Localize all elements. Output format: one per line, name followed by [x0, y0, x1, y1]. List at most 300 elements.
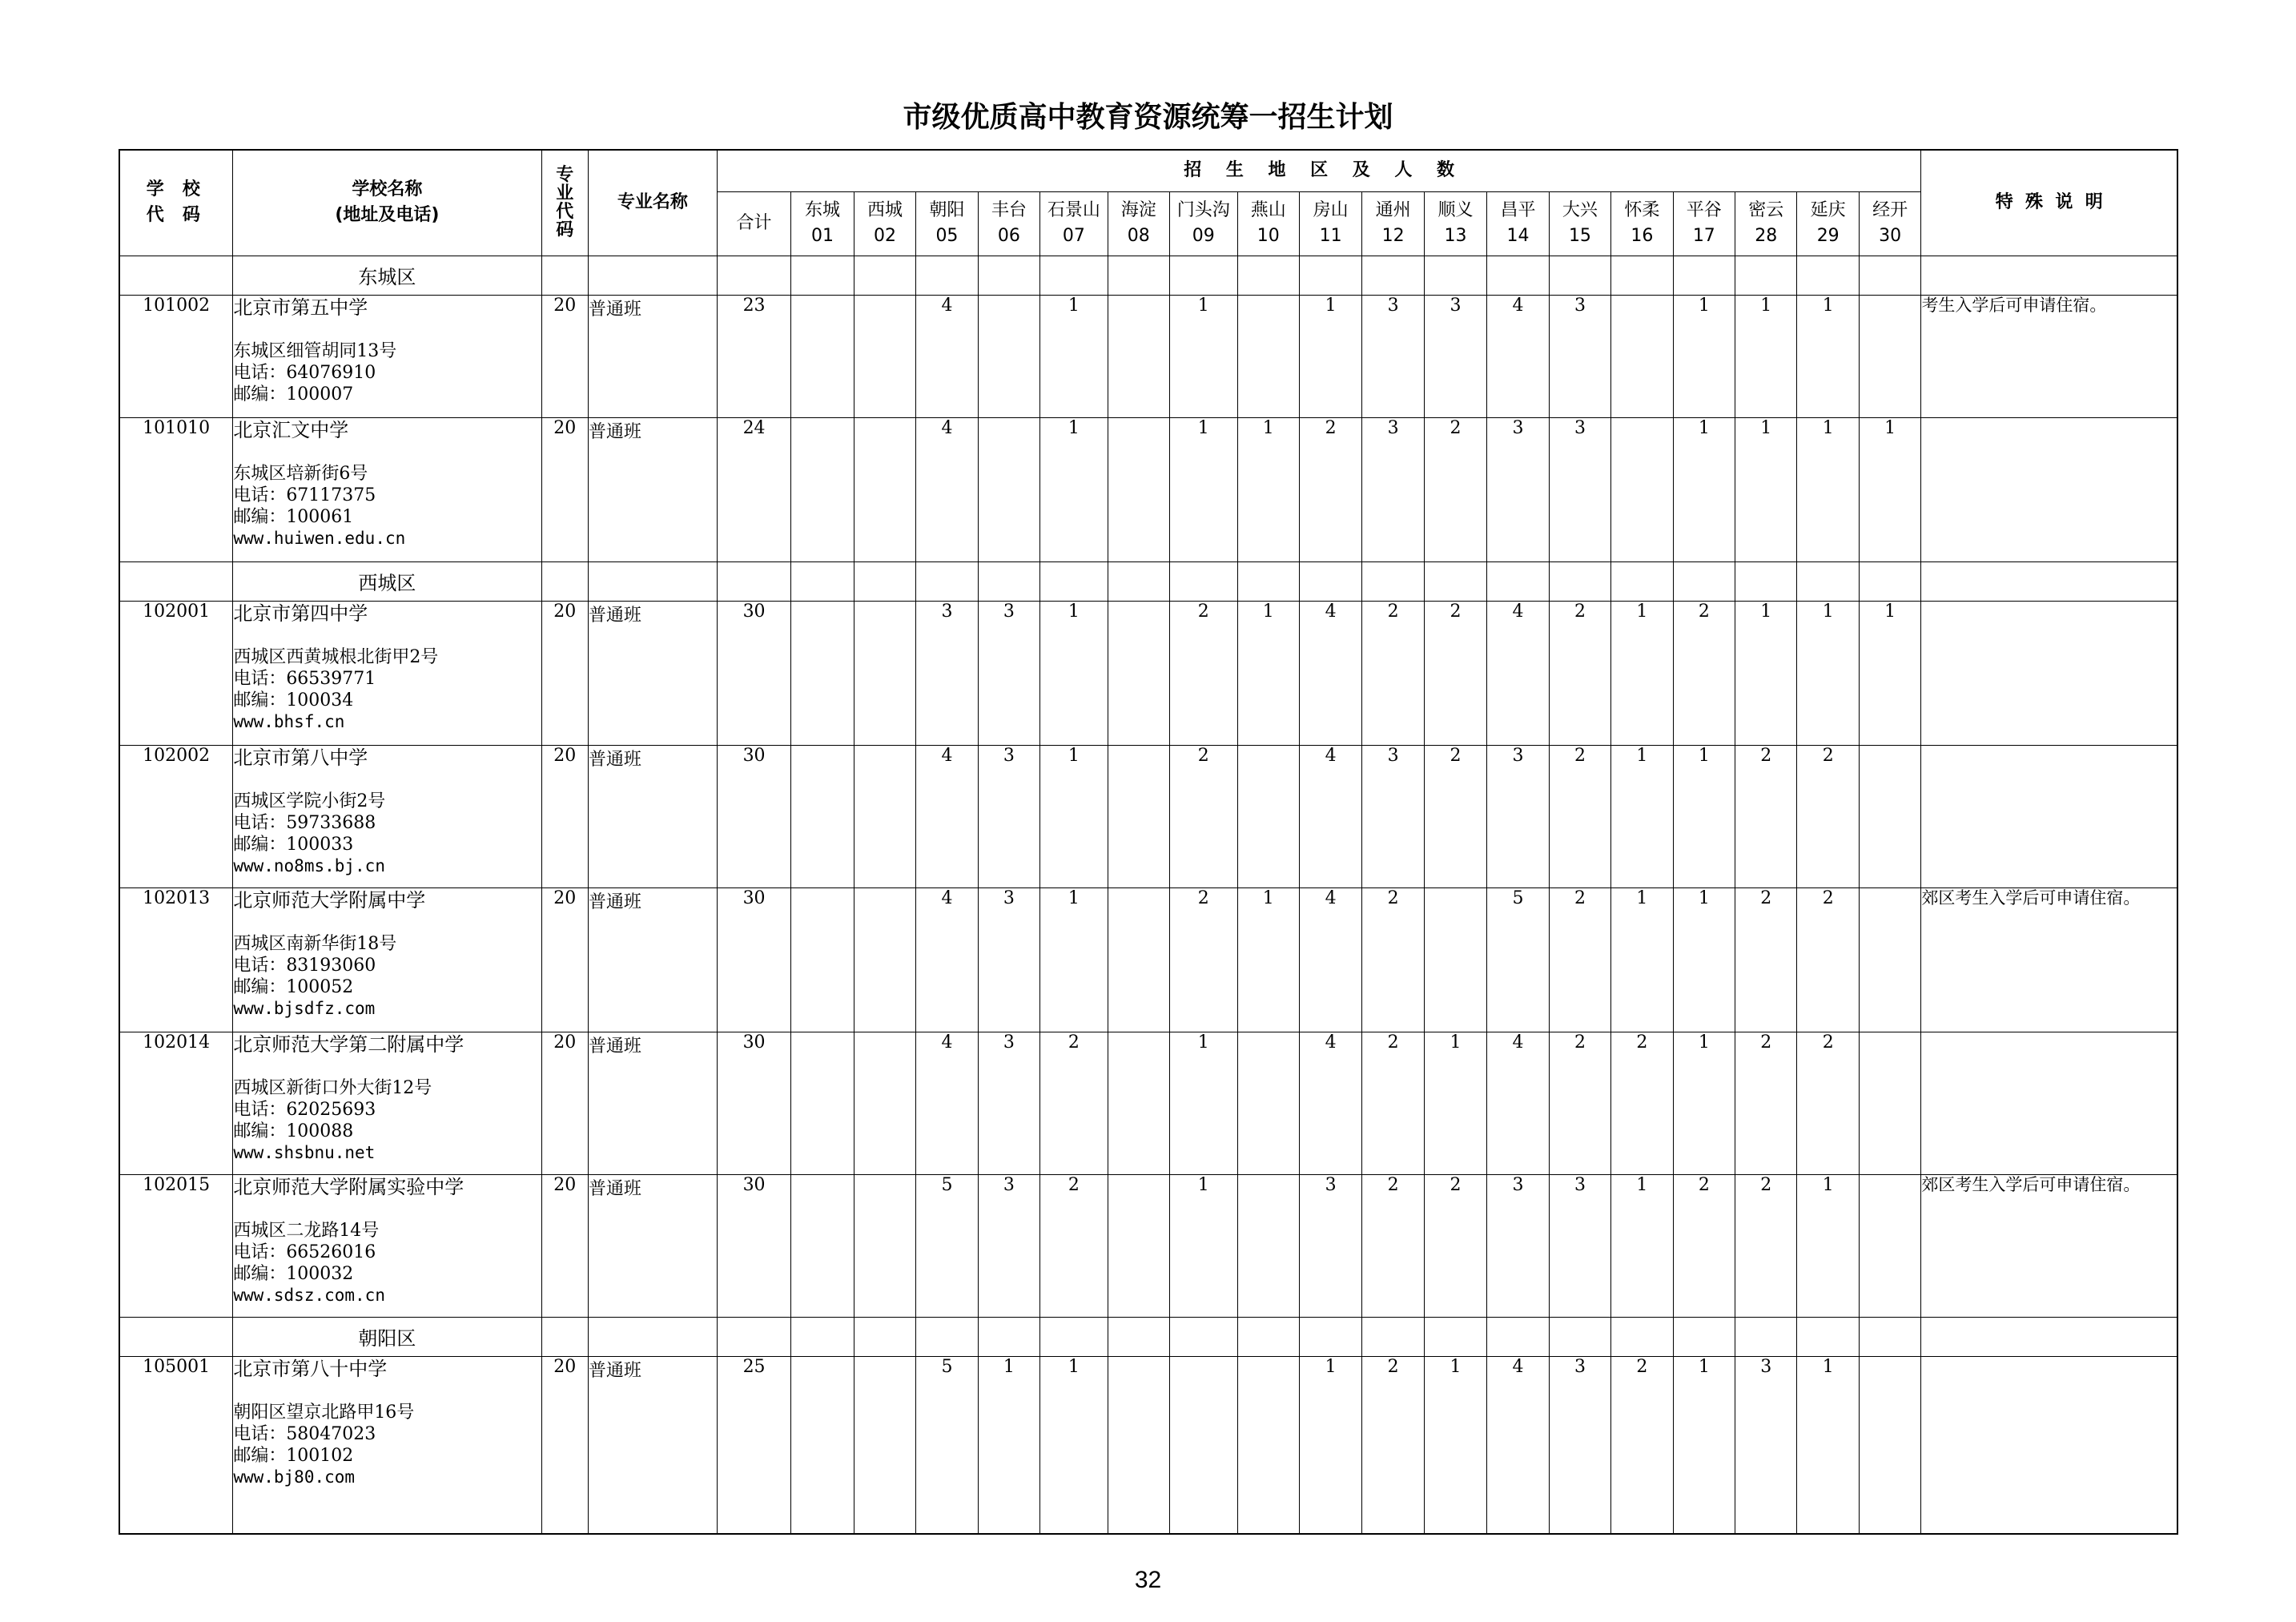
empty-cell [916, 561, 978, 601]
empty-cell [1040, 1317, 1108, 1356]
count-09: 2 [1170, 601, 1237, 745]
header-region-30 [1859, 191, 1921, 256]
header-label: 码 [556, 220, 574, 241]
count-16: 2 [1611, 1356, 1673, 1534]
count-13: 2 [1424, 745, 1486, 887]
empty-cell [119, 1317, 233, 1356]
school-postal-code: 邮编：100102 [233, 1445, 354, 1466]
count-10: 1 [1237, 887, 1299, 1032]
empty-cell [1170, 256, 1237, 295]
count-29: 2 [1797, 1032, 1859, 1174]
count-10 [1237, 745, 1299, 887]
empty-cell [1611, 561, 1673, 601]
empty-cell [1673, 1317, 1735, 1356]
count-12: 3 [1362, 745, 1424, 887]
count-01 [791, 1356, 854, 1534]
empty-cell [1237, 1317, 1299, 1356]
empty-cell [1424, 561, 1486, 601]
special-note: 郊区考生入学后可申请住宿。 [1921, 887, 2177, 1032]
empty-cell [1797, 1317, 1859, 1356]
empty-cell [1549, 256, 1610, 295]
empty-cell [791, 1317, 854, 1356]
header-major-code [541, 150, 588, 256]
region-code: 16 [1631, 226, 1654, 246]
school-postal-code: 邮编：100061 [233, 506, 354, 527]
major-name: 普通班 [588, 1174, 717, 1317]
special-note [1921, 601, 2177, 745]
header-label: 专 [556, 165, 574, 186]
district-row [119, 561, 2177, 601]
count-30: 1 [1859, 417, 1921, 561]
count-11: 4 [1299, 1032, 1361, 1174]
school-website: www.bhsf.cn [233, 711, 345, 731]
count-30 [1859, 1174, 1921, 1317]
count-02 [854, 1032, 915, 1174]
region-code: 06 [997, 226, 1020, 246]
count-08 [1108, 745, 1169, 887]
school-website: www.bjsdfz.com [233, 998, 376, 1018]
count-14: 4 [1487, 295, 1549, 417]
school-phone: 电话：67117375 [233, 485, 376, 505]
header-major-name: 专业名称 [588, 150, 717, 256]
school-info [233, 887, 541, 1032]
count-07: 1 [1040, 887, 1108, 1032]
count-29: 2 [1797, 745, 1859, 887]
count-02 [854, 887, 915, 1032]
header-region-10 [1237, 191, 1299, 256]
school-phone: 电话：59733688 [233, 812, 376, 833]
school-row [119, 417, 2177, 561]
school-row [119, 295, 2177, 417]
count-07: 1 [1040, 1356, 1108, 1534]
count-01 [791, 1032, 854, 1174]
empty-cell [916, 256, 978, 295]
count-05: 4 [916, 295, 978, 417]
count-10 [1237, 295, 1299, 417]
empty-cell [1859, 561, 1921, 601]
school-website: www.huiwen.edu.cn [233, 528, 406, 548]
region-name: 经开 [1872, 200, 1908, 221]
school-info [233, 1032, 541, 1174]
school-address: 西城区西黄城根北街甲2号 [233, 646, 439, 667]
empty-cell [1611, 256, 1673, 295]
count-11: 4 [1299, 601, 1361, 745]
empty-cell [717, 256, 791, 295]
count-12: 2 [1362, 887, 1424, 1032]
count-29: 1 [1797, 1174, 1859, 1317]
school-row [119, 601, 2177, 745]
count-12: 3 [1362, 295, 1424, 417]
empty-cell [1108, 561, 1169, 601]
count-30 [1859, 295, 1921, 417]
count-17: 1 [1673, 887, 1735, 1032]
count-29: 1 [1797, 417, 1859, 561]
major-code: 20 [541, 601, 588, 745]
region-code: 13 [1444, 226, 1467, 246]
region-code: 17 [1692, 226, 1715, 246]
school-name: 北京市第八十中学 [233, 1357, 388, 1380]
major-code: 20 [541, 745, 588, 887]
region-code: 01 [811, 226, 834, 246]
count-30 [1859, 1356, 1921, 1534]
header-region-06 [978, 191, 1039, 256]
header-region-07 [1040, 191, 1108, 256]
empty-cell [1362, 256, 1424, 295]
count-09: 1 [1170, 417, 1237, 561]
special-note [1921, 1032, 2177, 1174]
page-number: 32 [1134, 1567, 1162, 1593]
count-12: 2 [1362, 601, 1424, 745]
region-name: 顺义 [1438, 200, 1474, 221]
empty-cell [1859, 256, 1921, 295]
count-05: 4 [916, 417, 978, 561]
count-14: 3 [1487, 1174, 1549, 1317]
region-code: 28 [1755, 226, 1778, 246]
school-postal-code: 邮编：100033 [233, 834, 354, 855]
region-name: 石景山 [1047, 200, 1100, 221]
count-16 [1611, 417, 1673, 561]
count-11: 1 [1299, 295, 1361, 417]
count-total: 24 [717, 417, 791, 561]
header-label: 代 码 [146, 205, 207, 226]
count-30 [1859, 1032, 1921, 1174]
count-14: 3 [1487, 745, 1549, 887]
school-info [233, 1356, 541, 1534]
school-info [233, 295, 541, 417]
count-02 [854, 745, 915, 887]
count-06 [978, 417, 1039, 561]
count-17: 1 [1673, 417, 1735, 561]
region-name: 丰台 [991, 200, 1027, 221]
header-label: 代 [556, 202, 574, 223]
header-label: 学校名称 [352, 179, 423, 200]
header-region-28 [1735, 191, 1797, 256]
school-postal-code: 邮编：100052 [233, 976, 354, 997]
empty-cell [1549, 1317, 1610, 1356]
empty-cell [791, 561, 854, 601]
count-15: 3 [1549, 295, 1610, 417]
count-13: 3 [1424, 295, 1486, 417]
count-08 [1108, 1356, 1169, 1534]
header-region-29 [1797, 191, 1859, 256]
major-name: 普通班 [588, 1032, 717, 1174]
major-code: 20 [541, 1356, 588, 1534]
table-header [119, 150, 2177, 256]
table-body [119, 256, 2177, 1534]
count-02 [854, 1174, 915, 1317]
header-special-notes: 特 殊 说 明 [1921, 150, 2177, 256]
school-contact [233, 1402, 541, 1488]
enrollment-plan-table [119, 149, 2178, 1535]
count-11: 4 [1299, 887, 1361, 1032]
region-name: 大兴 [1562, 200, 1598, 221]
district-row [119, 256, 2177, 295]
region-code: 08 [1127, 226, 1150, 246]
empty-cell [1735, 256, 1797, 295]
empty-cell [1108, 1317, 1169, 1356]
region-name: 密云 [1748, 200, 1784, 221]
count-12: 2 [1362, 1174, 1424, 1317]
count-17: 1 [1673, 1356, 1735, 1534]
school-code: 105001 [119, 1356, 233, 1534]
district-name: 东城区 [233, 256, 541, 295]
count-16 [1611, 295, 1673, 417]
region-code: 12 [1381, 226, 1405, 246]
empty-cell [541, 256, 588, 295]
header-region-17 [1673, 191, 1735, 256]
school-contact [233, 340, 541, 405]
empty-cell [1299, 561, 1361, 601]
count-08 [1108, 295, 1169, 417]
school-row [119, 1032, 2177, 1174]
count-01 [791, 417, 854, 561]
region-code: 05 [935, 226, 959, 246]
empty-cell [588, 561, 717, 601]
count-06: 3 [978, 887, 1039, 1032]
school-postal-code: 邮编：100088 [233, 1121, 354, 1141]
region-name: 合计 [736, 213, 772, 234]
count-09: 1 [1170, 1174, 1237, 1317]
count-29: 2 [1797, 887, 1859, 1032]
empty-cell [119, 256, 233, 295]
count-14: 4 [1487, 601, 1549, 745]
school-code: 101002 [119, 295, 233, 417]
empty-cell [1611, 1317, 1673, 1356]
count-02 [854, 601, 915, 745]
count-28: 2 [1735, 1032, 1797, 1174]
header-school-code [119, 150, 233, 256]
empty-cell [1797, 561, 1859, 601]
major-name: 普通班 [588, 417, 717, 561]
school-contact [233, 933, 541, 1020]
region-name: 怀柔 [1624, 200, 1660, 221]
school-name: 北京汇文中学 [233, 418, 349, 441]
count-15: 3 [1549, 1356, 1610, 1534]
school-name: 北京师范大学附属实验中学 [233, 1175, 464, 1198]
count-05: 5 [916, 1174, 978, 1317]
count-01 [791, 887, 854, 1032]
count-14: 4 [1487, 1032, 1549, 1174]
district-name: 西城区 [233, 561, 541, 601]
school-address: 西城区南新华街18号 [233, 933, 397, 954]
count-16: 1 [1611, 887, 1673, 1032]
school-address: 西城区学院小街2号 [233, 791, 386, 811]
empty-cell [541, 1317, 588, 1356]
count-06: 3 [978, 745, 1039, 887]
count-17: 2 [1673, 601, 1735, 745]
count-29: 1 [1797, 295, 1859, 417]
header-region-02 [854, 191, 915, 256]
school-name: 北京市第四中学 [233, 602, 368, 625]
count-09: 2 [1170, 745, 1237, 887]
empty-cell [854, 561, 915, 601]
count-02 [854, 295, 915, 417]
empty-cell [1487, 256, 1549, 295]
school-row [119, 1356, 2177, 1534]
empty-cell [1040, 561, 1108, 601]
region-code: 07 [1062, 226, 1085, 246]
empty-cell [1797, 256, 1859, 295]
count-16: 2 [1611, 1032, 1673, 1174]
count-16: 1 [1611, 601, 1673, 745]
count-total: 30 [717, 887, 791, 1032]
school-code: 102001 [119, 601, 233, 745]
empty-cell [1424, 1317, 1486, 1356]
empty-cell [1362, 561, 1424, 601]
empty-cell [1299, 1317, 1361, 1356]
special-note [1921, 1356, 2177, 1534]
count-01 [791, 295, 854, 417]
count-06: 1 [978, 1356, 1039, 1534]
count-30 [1859, 887, 1921, 1032]
count-17: 2 [1673, 1174, 1735, 1317]
school-contact [233, 1077, 541, 1164]
count-05: 4 [916, 745, 978, 887]
count-07: 2 [1040, 1032, 1108, 1174]
count-09: 1 [1170, 1032, 1237, 1174]
region-code: 30 [1879, 226, 1902, 246]
major-code: 20 [541, 1174, 588, 1317]
school-code: 102014 [119, 1032, 233, 1174]
count-total: 23 [717, 295, 791, 417]
region-code: 09 [1192, 226, 1215, 246]
school-postal-code: 邮编：100034 [233, 690, 354, 710]
school-name: 北京市第八中学 [233, 746, 368, 769]
region-name: 通州 [1375, 200, 1411, 221]
count-10: 1 [1237, 601, 1299, 745]
school-address: 西城区新街口外大街12号 [233, 1077, 432, 1098]
region-code: 11 [1319, 226, 1342, 246]
empty-cell [1237, 561, 1299, 601]
count-10 [1237, 1174, 1299, 1317]
header-label: 学 校 [146, 179, 207, 200]
count-15: 3 [1549, 417, 1610, 561]
count-02 [854, 1356, 915, 1534]
empty-cell [854, 1317, 915, 1356]
count-28: 2 [1735, 1174, 1797, 1317]
empty-cell [916, 1317, 978, 1356]
count-15: 2 [1549, 1032, 1610, 1174]
region-code: 14 [1506, 226, 1530, 246]
school-code: 101010 [119, 417, 233, 561]
count-09: 1 [1170, 295, 1237, 417]
count-06 [978, 295, 1039, 417]
empty-cell [1108, 256, 1169, 295]
school-postal-code: 邮编：100032 [233, 1263, 354, 1284]
header-region-12 [1362, 191, 1424, 256]
school-info [233, 601, 541, 745]
school-info [233, 745, 541, 887]
empty-cell [1673, 256, 1735, 295]
count-total: 30 [717, 601, 791, 745]
count-07: 1 [1040, 601, 1108, 745]
empty-cell [1170, 1317, 1237, 1356]
school-phone: 电话：66526016 [233, 1242, 376, 1262]
count-16: 1 [1611, 1174, 1673, 1317]
school-code: 102013 [119, 887, 233, 1032]
school-address: 东城区培新街6号 [233, 463, 368, 484]
count-08 [1108, 417, 1169, 561]
header-region-16 [1611, 191, 1673, 256]
school-row [119, 745, 2177, 887]
count-15: 3 [1549, 1174, 1610, 1317]
count-07: 1 [1040, 295, 1108, 417]
empty-cell [1237, 256, 1299, 295]
count-total: 30 [717, 1032, 791, 1174]
count-15: 2 [1549, 887, 1610, 1032]
school-contact [233, 1220, 541, 1306]
count-06: 3 [978, 601, 1039, 745]
empty-cell [978, 256, 1039, 295]
header-region-11 [1299, 191, 1361, 256]
school-row [119, 1174, 2177, 1317]
count-06: 3 [978, 1174, 1039, 1317]
count-09: 2 [1170, 887, 1237, 1032]
count-14: 5 [1487, 887, 1549, 1032]
region-code: 15 [1568, 226, 1591, 246]
count-08 [1108, 601, 1169, 745]
special-note [1921, 745, 2177, 887]
school-website: www.no8ms.bj.cn [233, 855, 385, 875]
count-13: 2 [1424, 601, 1486, 745]
school-website: www.sdsz.com.cn [233, 1285, 385, 1305]
count-06: 3 [978, 1032, 1039, 1174]
school-contact [233, 463, 541, 549]
school-info [233, 417, 541, 561]
region-name: 平谷 [1686, 200, 1722, 221]
school-address: 朝阳区望京北路甲16号 [233, 1402, 415, 1423]
region-name: 门头沟 [1176, 200, 1230, 221]
count-total: 25 [717, 1356, 791, 1534]
school-name: 北京市第五中学 [233, 296, 368, 319]
empty-cell [854, 256, 915, 295]
major-code: 20 [541, 295, 588, 417]
empty-cell [1362, 1317, 1424, 1356]
school-phone: 电话：66539771 [233, 668, 376, 689]
district-name: 朝阳区 [233, 1317, 541, 1356]
count-15: 2 [1549, 745, 1610, 887]
count-13 [1424, 887, 1486, 1032]
empty-cell [1921, 1317, 2177, 1356]
school-phone: 电话：62025693 [233, 1099, 376, 1120]
header-region-13 [1424, 191, 1486, 256]
count-05: 4 [916, 887, 978, 1032]
count-total: 30 [717, 745, 791, 887]
special-note: 考生入学后可申请住宿。 [1921, 295, 2177, 417]
empty-cell [1921, 561, 2177, 601]
count-28: 1 [1735, 417, 1797, 561]
count-16: 1 [1611, 745, 1673, 887]
count-total: 30 [717, 1174, 791, 1317]
major-name: 普通班 [588, 1356, 717, 1534]
count-07: 2 [1040, 1174, 1108, 1317]
empty-cell [588, 1317, 717, 1356]
region-name: 延庆 [1810, 200, 1846, 221]
count-12: 2 [1362, 1356, 1424, 1534]
count-08 [1108, 1174, 1169, 1317]
count-14: 4 [1487, 1356, 1549, 1534]
header-region-05 [916, 191, 978, 256]
empty-cell [978, 561, 1039, 601]
header-region-01 [791, 191, 854, 256]
count-01 [791, 601, 854, 745]
count-09 [1170, 1356, 1237, 1534]
empty-cell [1487, 561, 1549, 601]
school-info [233, 1174, 541, 1317]
empty-cell [1299, 256, 1361, 295]
region-name: 东城 [805, 200, 841, 221]
empty-cell [978, 1317, 1039, 1356]
